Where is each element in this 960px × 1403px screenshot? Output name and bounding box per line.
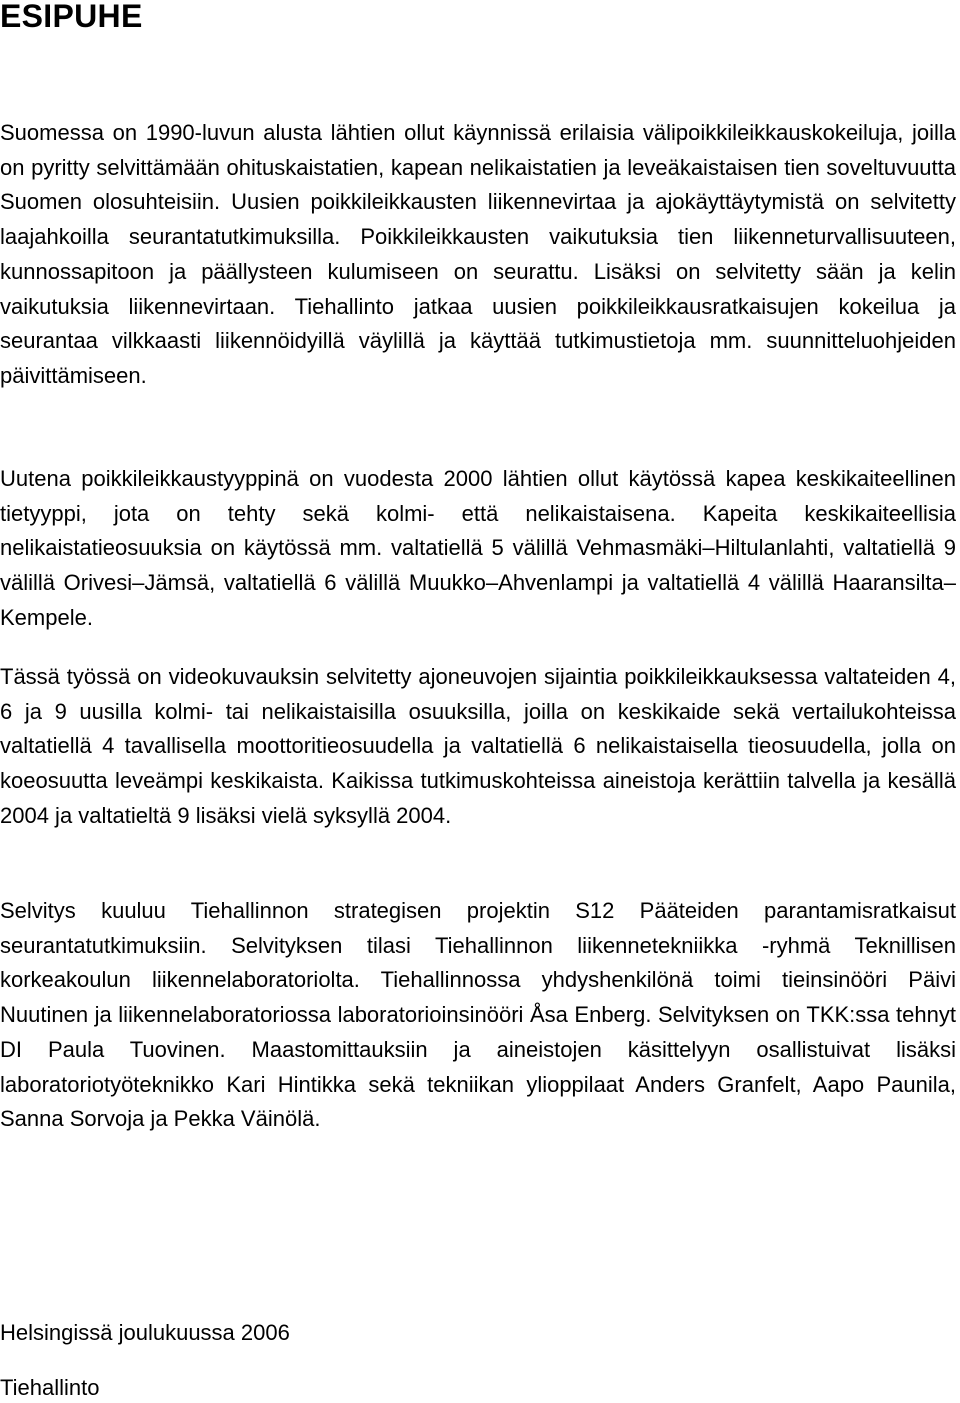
page-title: ESIPUHE (0, 0, 143, 34)
paragraph-narrow-median: Uutena poikkileikkaustyyppinä on vuodesta 2000 lähtien ollut käytössä kapea keskikaiteellinen tietyyppi, jota on tehty sekä kolmi- että nelikaistaisena. Kapeita keskikaiteellisia nelikaistatieosuuksia on käytössä mm. valtatiellä 5 välillä Vehmasmäki–Hiltulanlahti, valtatiellä 9 välillä Orivesi–Jämsä, valtatiellä 6 välillä Muukko–Ahvenlampi ja valtatiellä 4 välillä Haaransilta–Kempele. (0, 466, 956, 630)
paragraph-history: Suomessa on 1990-luvun alusta lähtien ollut käynnissä erilaisia välipoikkileikkauskokeiluja, joilla on pyritty selvittämään ohituskaistatien, kapean nelikaistatien ja leveäkaistaisen tien soveltuvuutta Suomen olosuhteisiin. Uusien poikkileikkausten liikennevirtaa ja ajokäyttäytymistä on selvitetty laajahkoilla seurantatutkimuksilla. Poikkileikkausten vaikutuksia tien liikenneturvallisuuteen, kunnossapitoon ja päällysteen kulumiseen on seurattu. Lisäksi on selvitetty sään ja kelin vaikutuksia liikennevirtaan. Tiehallinto jatkaa uusien poikkileikkausratkaisujen kokeilua ja seurantaa vilkkaasti liikennöidyillä väylillä ja käyttää tutkimustietoja mm. suunnitteluohjeiden päivittämiseen. (0, 120, 956, 388)
paragraph-study-description: Tässä työssä on videokuvauksin selvitetty ajoneuvojen sijaintia poikkileikkauksessa valtateiden 4, 6 ja 9 uusilla kolmi- tai nelikaistaisilla osuuksilla, joilla on keskikaide sekä vertailukohteissa valtatiellä 4 tavallisella moottoritieosuudella ja valtatiellä 6 nelikaistaisella tieosuudella, jolla on koeosuutta leveämpi keskikaista. Kaikissa tutkimuskohteissa aineistoja kerättiin talvella ja kesällä 2004 ja valtatieltä 9 lisäksi vielä syksyllä 2004. (0, 664, 956, 828)
closing-organization: Tiehallinto (0, 1375, 100, 1400)
paragraph-project-credits: Selvitys kuuluu Tiehallinnon strategisen projektin S12 Pääteiden parantamisratkaisut seurantatutkimuksiin. Selvityksen tilasi Tiehallinnon liikennetekniikka -ryhmä Teknillisen korkeakoulun liikennelaboratoriolta. Tiehallinnossa yhdyshenkilönä toimi tieinsinööri Päivi Nuutinen ja liikennelaboratoriossa laboratorioinsinööri Åsa Enberg. Selvityksen on TKK:ssa tehnyt DI Paula Tuovinen. Maastomittauksiin ja aineistojen käsittelyyn osallistuivat lisäksi laboratoriotyöteknikko Kari Hintikka sekä tekniikan ylioppilaat Anders Granfelt, Aapo Paunila, Sanna Sorvoja ja Pekka Väinölä. (0, 898, 956, 1132)
closing-place-date: Helsingissä joulukuussa 2006 (0, 1320, 290, 1345)
